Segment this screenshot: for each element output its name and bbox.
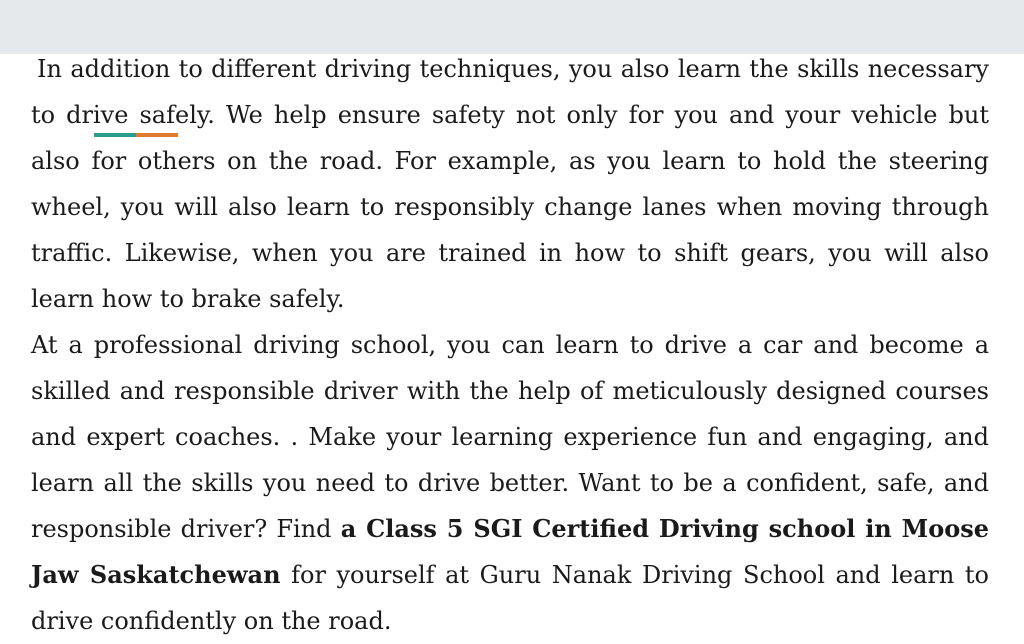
highlighted-school-name: a Class 5 SGI Certified Driving school in Moose Jaw Saskatchewan [31, 514, 989, 589]
paragraph-professional-school [31, 322, 989, 644]
paragraph-driving-techniques [31, 46, 989, 322]
paragraph-text-outro: for yourself at Guru Nanak Driving School and learn to drive confidently on the road. [31, 561, 989, 635]
document-body [31, 46, 989, 644]
paragraph-text-intro: At a professional driving school, you can learn to drive a car and become a skilled and responsible driver with the help of meticulously designed courses and expert coaches. . Make your learning experience fun and engaging, and learn all the skills you need to drive better. Want to be a confident, safe, and responsible driver? Find [31, 331, 989, 543]
paragraph-text: In addition to different driving techniques, you also learn the skills necessary to drive safely. We help ensure safety not only for you and your vehicle but also for others on the road. For example, as you learn to hold the steering wheel, you will also learn to responsibly change lanes when moving through traffic. Likewise, when you are trained in how to shift gears, you will also learn how to brake safely. [31, 55, 989, 313]
